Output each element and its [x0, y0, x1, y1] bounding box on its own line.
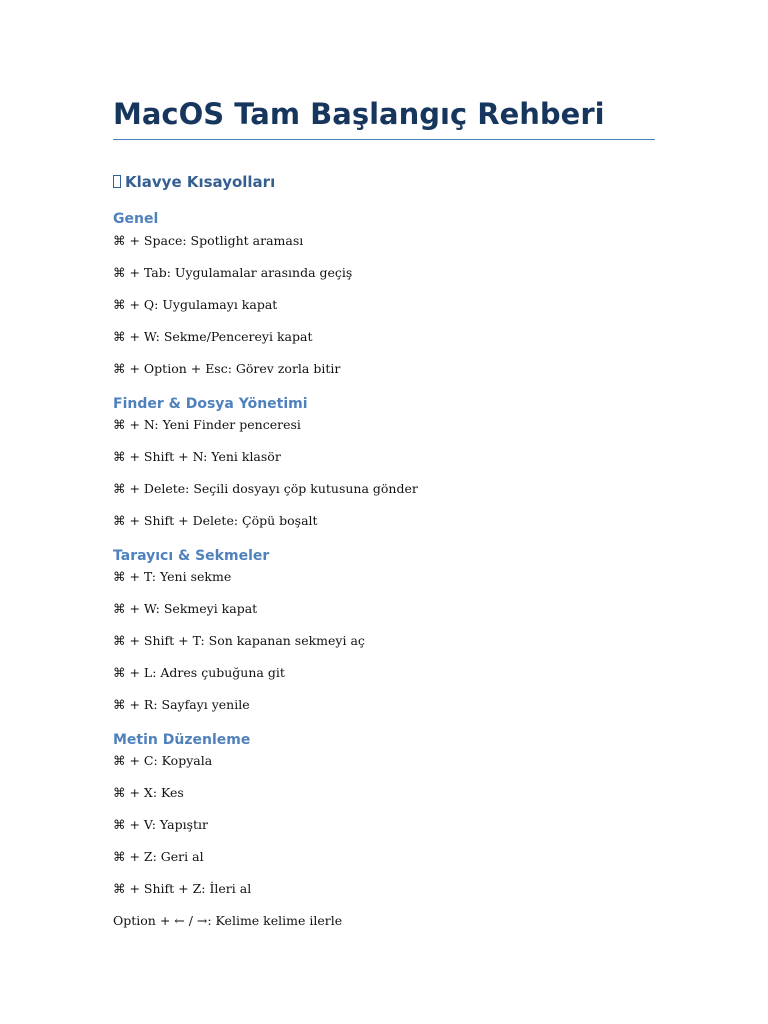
shortcut-item: ⌘ + X: Kes — [113, 785, 184, 800]
shortcut-item: ⌘ + Space: Spotlight araması — [113, 233, 304, 248]
shortcut-item: ⌘ + Shift + Delete: Çöpü boşalt — [113, 513, 318, 528]
shortcut-item: ⌘ + Z: Geri al — [113, 849, 204, 864]
shortcut-item: ⌘ + N: Yeni Finder penceresi — [113, 417, 301, 432]
shortcut-item: ⌘ + Shift + Z: İleri al — [113, 881, 252, 896]
shortcut-item: ⌘ + Tab: Uygulamalar arasında geçiş — [113, 265, 353, 280]
section-heading-keyboard-shortcuts — [113, 171, 275, 193]
keyboard-icon — [113, 175, 121, 188]
shortcut-item: ⌘ + Shift + T: Son kapanan sekmeyi aç — [113, 633, 365, 648]
title-divider — [113, 139, 655, 140]
group-heading-finder: Finder & Dosya Yönetimi — [113, 396, 308, 412]
shortcut-item: ⌘ + Shift + N: Yeni klasör — [113, 449, 281, 464]
shortcut-item: ⌘ + Q: Uygulamayı kapat — [113, 297, 278, 312]
shortcut-item: ⌘ + Option + Esc: Görev zorla bitir — [113, 361, 341, 376]
group-heading-general: Genel — [113, 211, 159, 227]
document-title: MacOS Tam Başlangıç Rehberi — [113, 97, 605, 131]
shortcut-item: ⌘ + T: Yeni sekme — [113, 569, 232, 584]
shortcut-item: ⌘ + Delete: Seçili dosyayı çöp kutusuna gönder — [113, 481, 418, 496]
shortcut-item: ⌘ + V: Yapıştır — [113, 817, 209, 832]
shortcut-item: ⌘ + L: Adres çubuğuna git — [113, 665, 285, 680]
section-heading-label: Klavye Kısayolları — [125, 173, 276, 191]
shortcut-item: Option + ← / →: Kelime kelime ilerle — [113, 913, 343, 928]
group-heading-text-editing: Metin Düzenleme — [113, 732, 251, 748]
shortcut-item: ⌘ + C: Kopyala — [113, 753, 213, 768]
shortcut-item: ⌘ + W: Sekme/Pencereyi kapat — [113, 329, 313, 344]
shortcut-item: ⌘ + R: Sayfayı yenile — [113, 697, 250, 712]
group-heading-browser: Tarayıcı & Sekmeler — [113, 548, 270, 564]
shortcut-item: ⌘ + W: Sekmeyi kapat — [113, 601, 258, 616]
